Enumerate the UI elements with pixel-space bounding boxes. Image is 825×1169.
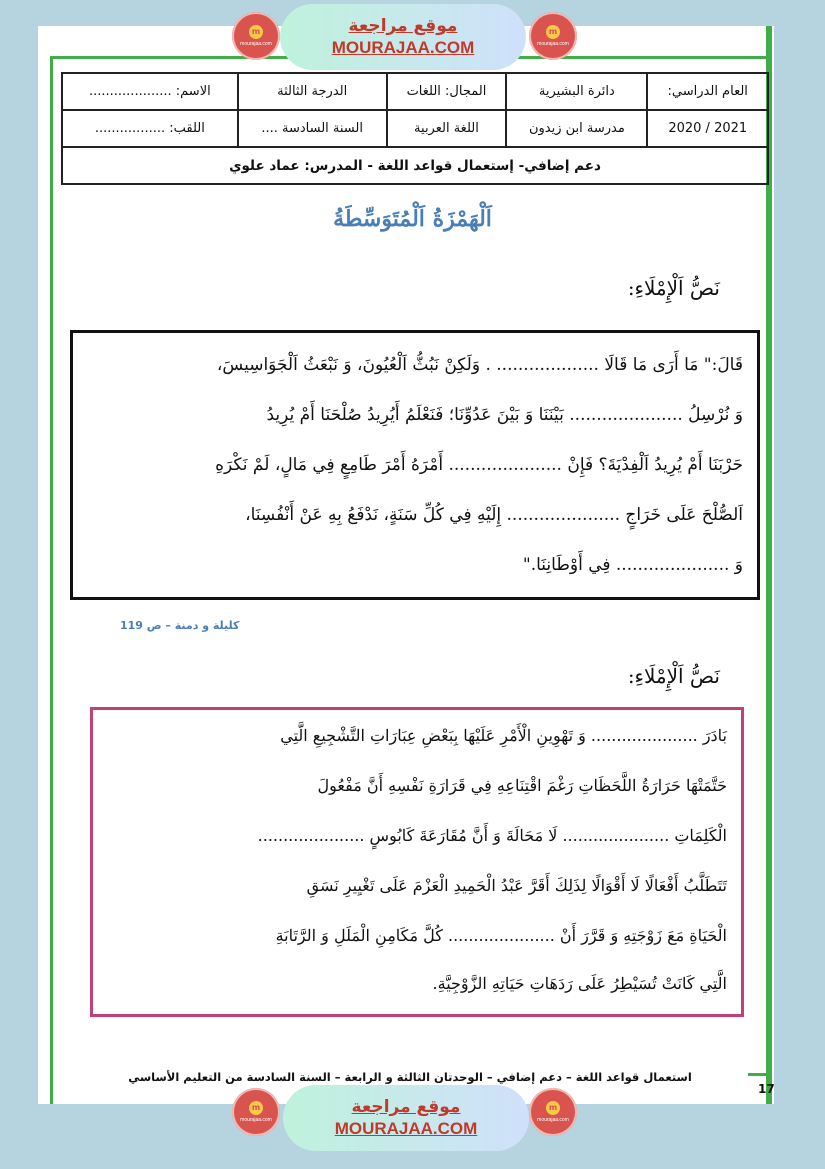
text-line: بَادَرَ ..................... وَ تَهْوِينِ الْأَمْرِ عَلَيْهَا بِبَعْضِ عِبَارَاتِ التَّشْجِيعِ الَّتِي: [280, 726, 727, 745]
text-source: كليلة و دمنة – ص 119: [120, 619, 240, 632]
logo-text: mourajaa.com: [537, 1117, 569, 1123]
banner-arabic: موقع مراجعة: [351, 1097, 461, 1117]
header-cell: دائرة البشيرية: [506, 73, 647, 110]
page-border-bottom: [748, 1073, 772, 1076]
header-table: [61, 72, 769, 185]
logo-text: mourajaa.com: [240, 1117, 272, 1123]
header-cell: الاسم: ....................: [62, 73, 238, 110]
text-line: الَّتِي كَانَتْ تُسَيْطِرُ عَلَى رَدَهَاتِ حَيَاتِهِ الزَّوْجِيَّةِ.: [432, 974, 727, 993]
page-number: 17: [758, 1082, 775, 1096]
site-logo-icon[interactable]: m mourajaa.com: [232, 1088, 280, 1136]
text-line: حَتَّمَتْهَا حَرَارَةُ اللَّحَظَاتِ رَغْمَ اقْتِنَاعِهِ فِي قَرَارَةِ نَفْسِهِ أَنَّ مَفْعُولَ: [317, 776, 727, 795]
header-cell: 2021 / 2020: [647, 110, 768, 147]
text-line: وَ نُرْسِلُ ..................... بَيْنَنَا وَ بَيْنَ عَدُوِّنَا؛ فَنَعْلَمُ أَيُرِيدُ صُلْحَنَا أَمْ يُرِيدُ: [266, 405, 743, 425]
site-banner-bottom[interactable]: [283, 1085, 529, 1151]
section1-heading: نَصُّ اَلْإِمْلَاءِ:: [627, 276, 720, 300]
site-logo-icon[interactable]: m mourajaa.com: [232, 12, 280, 60]
page-border-right: [766, 26, 772, 1104]
page-border-left: [50, 56, 53, 1104]
header-cell: اللغة العربية: [387, 110, 507, 147]
text-line: قَالَ:" مَا أَرَى مَا قَالَا ................... . وَلَكِنْ نَبُثُّ اَلْعُيُونَ، وَ نَبْعَثُ اَلْجَوَاسِيسَ،: [216, 355, 743, 375]
header-cell: المجال: اللغات: [387, 73, 507, 110]
header-cell: العام الدراسي:: [647, 73, 768, 110]
logo-text: mourajaa.com: [240, 41, 272, 47]
header-teacher-row: دعم إضافي- إستعمال قواعد اللغة - المدرس: عماد علوي: [62, 147, 768, 184]
page-footer: استعمال قواعد اللغة – دعم إضافي – الوحدتان الثالثة و الرابعة – السنة السادسة من التعليم الأساسي: [128, 1070, 692, 1084]
page-title: اَلْهَمْزَةُ اَلْمُتَوَسِّطَةُ: [333, 206, 492, 232]
text-line: الْكَلِمَاتِ ..................... لَا مَحَالَةَ وَ أَنَّ مُقَارَعَةَ كَابُوسٍ .....................: [257, 826, 727, 845]
text-line: تَتَطَلَّبُ أَفْعَالًا لَا أَقْوَالًا لِذَلِكَ أَقَرَّ عَبْدُ الْحَمِيدِ الْعَزْمَ عَلَى تَغْيِيرِ نَسَقِ: [306, 876, 727, 895]
dictation-box-1: [70, 330, 760, 600]
header-cell: السنة السادسة ....: [238, 110, 387, 147]
text-line: وَ ..................... فِي أَوْطَانِنَا.": [522, 555, 743, 575]
header-cell: الدرجة الثالثة: [238, 73, 387, 110]
banner-latin: MOURAJAA.COM: [331, 38, 475, 57]
site-logo-icon[interactable]: m mourajaa.com: [529, 1088, 577, 1136]
dictation-box-2: [90, 707, 744, 1017]
banner-latin: MOURAJAA.COM: [334, 1119, 478, 1138]
text-line: حَرْبَنَا أَمْ يُرِيدُ اَلْفِدْيَةَ؟ فَإِنْ ..................... أَمْرَهُ أَمْرَ طَامِعٍ فِي مَالٍ، لَمْ نَكْرَهِ: [215, 455, 743, 475]
site-banner-top[interactable]: [280, 4, 526, 70]
header-cell: اللقب: .................: [62, 110, 238, 147]
site-logo-icon[interactable]: m mourajaa.com: [529, 12, 577, 60]
text-line: الْحَيَاةِ مَعَ زَوْجَتِهِ وَ قَرَّرَ أَنْ ..................... كُلَّ مَكَامِنِ الْمَلَلِ وَ الرَّتَابَةِ: [275, 926, 727, 945]
logo-text: mourajaa.com: [537, 41, 569, 47]
banner-arabic: موقع مراجعة: [348, 16, 458, 36]
text-line: اَلصُّلْحَ عَلَى خَرَاجٍ ..................... إِلَيْهِ فِي كُلِّ سَنَةٍ، نَدْفَعُ بِهِ عَنْ أَنْفُسِنَا،: [245, 505, 743, 525]
header-cell: مدرسة ابن زيدون: [506, 110, 647, 147]
section2-heading: نَصُّ اَلْإِمْلَاءِ:: [627, 664, 720, 688]
